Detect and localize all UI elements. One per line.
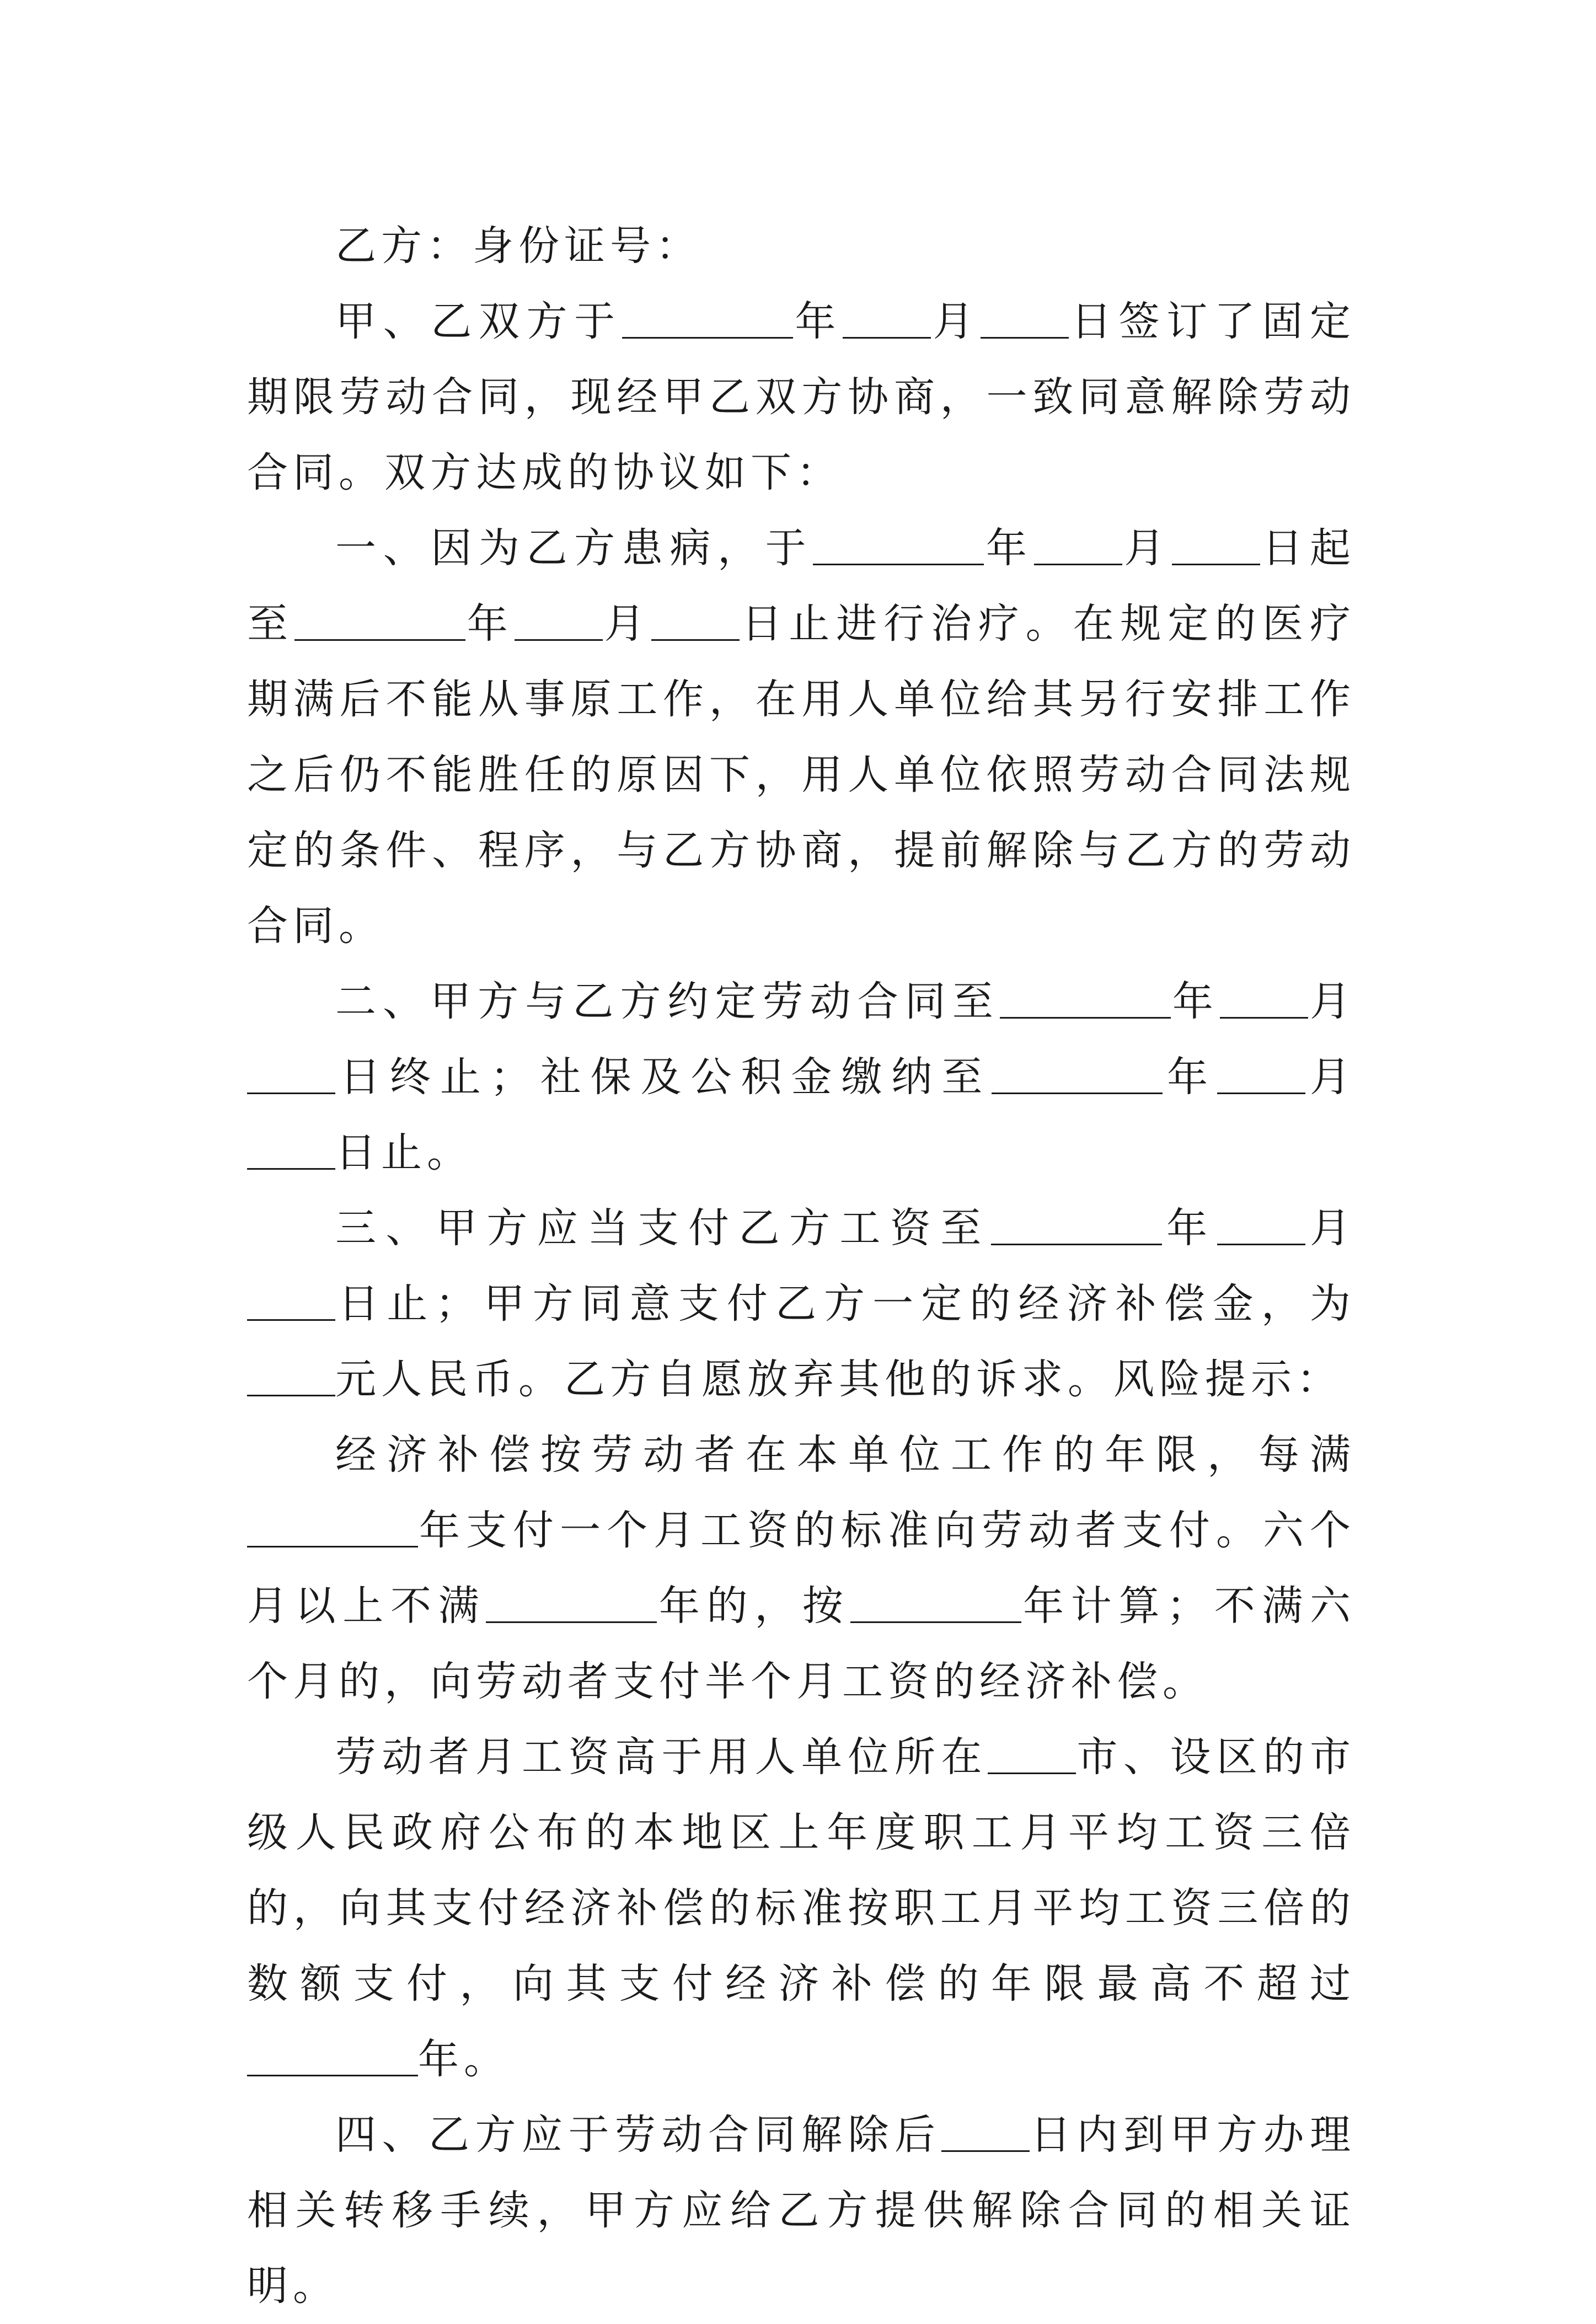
paragraph-clause-3 <box>247 1191 1356 1417</box>
text: 二、甲方与乙方约定劳动合同至 <box>335 978 1000 1025</box>
text: 月 <box>1308 978 1356 1025</box>
text: 劳动者月工资高于用人单位所在 <box>335 1733 988 1781</box>
text: 日止进行治疗。在规定的医疗期满后不能从事原工作，在用人单位给其另行安排工作之后仍不能胜任的原因下，用人单位依照劳动合同法规定的条件、程序，与乙方协商，提前解除与乙方的劳动合同。 <box>247 600 1356 950</box>
blank-day <box>247 1281 335 1321</box>
blank-month <box>1220 978 1308 1019</box>
text: 年 <box>1161 1204 1217 1252</box>
text: 月 <box>1122 524 1172 572</box>
blank-year <box>622 298 793 339</box>
text: 年。 <box>418 2036 510 2083</box>
text: 元人民币。乙方自愿放弃其他的诉求。风险提示： <box>335 1356 1342 1403</box>
text: 四、乙方应于劳动合同解除后 <box>335 2111 941 2159</box>
text: 年计算；不满六个月的，向劳动者支付半个月工资的经济补偿。 <box>247 1582 1356 1705</box>
text: 年 <box>1170 978 1220 1025</box>
text: 月 <box>602 600 652 647</box>
blank-years <box>850 1583 1021 1623</box>
text: 日终止；社保及公积金缴纳至 <box>335 1053 992 1101</box>
blank-month <box>1034 525 1122 565</box>
text: 月 <box>1305 1053 1356 1101</box>
text: 年支付一个月工资的标准向劳动者支付。六个月以上不满 <box>247 1507 1356 1630</box>
blank-month <box>843 298 931 339</box>
document-body <box>247 208 1356 2324</box>
paragraph-clause-1 <box>247 511 1356 964</box>
text: 年 <box>465 600 515 647</box>
blank-month <box>1217 1205 1305 1245</box>
blank-years <box>247 1507 418 1547</box>
blank-month <box>515 601 603 641</box>
text: 月 <box>1305 1204 1356 1252</box>
paragraph-high-wage <box>247 1720 1356 2097</box>
text: 一、因为乙方患病，于 <box>335 524 813 572</box>
blank-year <box>813 525 984 565</box>
paragraph-compensation <box>247 1417 1356 1720</box>
text: 日签订了固定期限劳动合同，现经甲乙双方协商，一致同意解除劳动合同。双方达成的协议如下： <box>247 298 1356 496</box>
text: 市、设区的市级人民政府公布的本地区上年度职工月平均工资三倍的，向其支付经济补偿的标准按职工月平均工资三倍的数额支付，向其支付经济补偿的年限最高不超过 <box>247 1733 1356 2007</box>
text-party-b-id: 乙方：身份证号： <box>335 222 701 270</box>
text: 月 <box>931 298 981 345</box>
text: 甲、乙双方于 <box>335 298 622 345</box>
blank-years <box>247 2036 418 2076</box>
text: 日止。 <box>335 1129 473 1176</box>
blank-day <box>651 601 740 641</box>
text: 三、甲方应当支付乙方工资至 <box>335 1204 991 1252</box>
text: 年 <box>1163 1053 1218 1101</box>
paragraph-party-b <box>247 208 1356 284</box>
blank-city <box>988 1734 1076 1774</box>
text: 日起至 <box>247 524 1356 647</box>
blank-month <box>1217 1054 1305 1094</box>
blank-year <box>992 1054 1163 1094</box>
blank-day <box>247 1129 335 1170</box>
paragraph-agreement-intro <box>247 284 1356 511</box>
text: 日内到甲方办理相关转移手续，甲方应给乙方提供解除合同的相关证明。 <box>247 2111 1356 2310</box>
blank-day <box>981 298 1069 339</box>
paragraph-clause-4 <box>247 2097 1356 2324</box>
paragraph-clause-2 <box>247 964 1356 1191</box>
text: 年 <box>792 298 843 345</box>
blank-amount <box>247 1356 335 1396</box>
text: 经济补偿按劳动者在本单位工作的年限，每满 <box>335 1431 1356 1479</box>
blank-day <box>247 1054 335 1094</box>
text: 年 <box>984 524 1034 572</box>
text: 年的，按 <box>657 1582 850 1630</box>
blank-year <box>991 1205 1162 1245</box>
blank-years <box>486 1583 657 1623</box>
blank-year <box>1000 978 1171 1019</box>
blank-days <box>941 2112 1030 2152</box>
blank-day <box>1172 525 1260 565</box>
text: 日止；甲方同意支付乙方一定的经济补偿金，为 <box>335 1280 1356 1327</box>
blank-year <box>294 601 465 641</box>
